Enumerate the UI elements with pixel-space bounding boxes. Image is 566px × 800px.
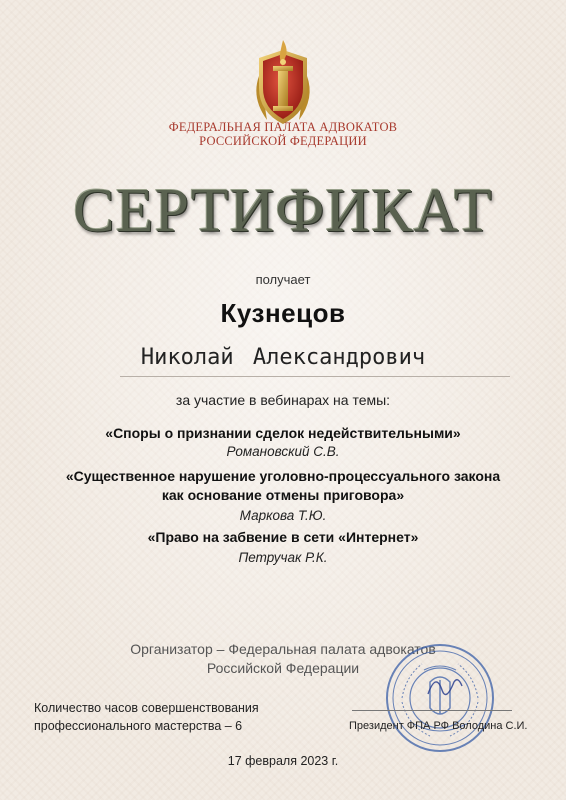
hours-line1: Количество часов совершенствования <box>34 701 259 715</box>
receives-label: получает <box>255 272 311 287</box>
president-signature-caption: Президент ФПА РФ Володина С.И. <box>349 720 528 732</box>
hours-line2: профессионального мастерства – 6 <box>34 719 243 733</box>
signature-line <box>352 710 512 711</box>
organization-name-line1: ФЕДЕРАЛЬНАЯ ПАЛАТА АДВОКАТОВ <box>168 120 398 134</box>
organization-name-line2: РОССИЙСКОЙ ФЕДЕРАЦИИ <box>199 134 367 148</box>
fpa-emblem-icon <box>245 36 321 132</box>
webinar-lecturer: Маркова Т.Ю. <box>239 508 327 523</box>
webinar-topic: «Существенное нарушение уголовно-процессуального закона <box>65 468 501 484</box>
issue-date: 17 февраля 2023 г. <box>227 754 339 768</box>
organizer-line1: Организатор – Федеральная палата адвокатов <box>130 641 436 657</box>
certificate-title: СЕРТИФИКАТ <box>73 177 493 245</box>
webinar-topic: «Право на забвение в сети «Интернет» <box>147 529 419 545</box>
webinar-topic: «Споры о признании сделок недействительными» <box>105 425 461 441</box>
recipient-surname: Кузнецов <box>220 298 346 328</box>
official-seal-stamp <box>384 642 496 754</box>
hours-text <box>34 699 259 735</box>
webinar-lecturer: Романовский С.В. <box>226 444 340 459</box>
organizer-line2: Российской Федерации <box>206 660 360 676</box>
webinar-lecturer: Петручак Р.К. <box>238 550 328 565</box>
name-underline <box>120 376 510 377</box>
recipient-first-patronymic: Николай Александрович <box>140 345 426 370</box>
webinar-topic-continued: как основание отмены приговора» <box>161 487 405 503</box>
participation-text: за участие в вебинарах на темы: <box>175 392 391 408</box>
